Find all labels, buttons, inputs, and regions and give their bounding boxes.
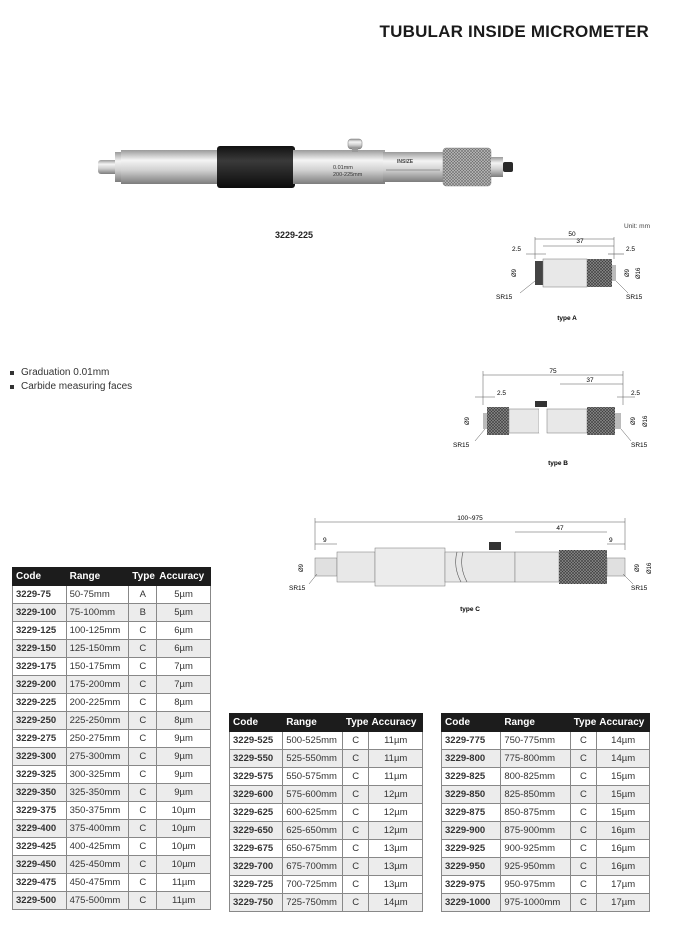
table-row [13, 892, 211, 910]
cell-accuracy: 5µm [157, 604, 211, 622]
type-c-radius-left: SR15 [289, 585, 306, 592]
cell-type: C [129, 622, 157, 640]
cell-type: C [570, 786, 597, 804]
type-c-label: type C [460, 606, 480, 613]
cell-code: 3229-175 [13, 658, 67, 676]
cell-range: 175-200mm [66, 676, 129, 694]
cell-code: 3229-625 [230, 804, 283, 822]
col-header-type: Type [570, 714, 597, 732]
cell-type: C [570, 750, 597, 768]
cell-accuracy: 13µm [369, 840, 423, 858]
cell-type: C [342, 822, 369, 840]
cell-range: 475-500mm [66, 892, 129, 910]
type-a-label: type A [557, 315, 577, 322]
cell-range: 950-975mm [501, 876, 570, 894]
col-header-accuracy: Accuracy [597, 714, 650, 732]
cell-accuracy: 14µm [597, 732, 650, 750]
cell-type: C [129, 802, 157, 820]
type-c-tip-dia-right: Ø9 [635, 563, 641, 572]
cell-range: 200-225mm [66, 694, 129, 712]
cell-code: 3229-825 [442, 768, 501, 786]
cell-code: 3229-125 [13, 622, 67, 640]
table-row [13, 766, 211, 784]
table-row [13, 604, 211, 622]
cell-accuracy: 17µm [597, 876, 650, 894]
cell-range: 725-750mm [283, 894, 343, 912]
cell-type: B [129, 604, 157, 622]
table-row [13, 838, 211, 856]
type-b-body-dia: Ø16 [643, 415, 649, 427]
table-row [13, 856, 211, 874]
table-row [13, 622, 211, 640]
type-c-overall-dim: 100~975 [457, 515, 483, 522]
type-b-right-end: 2.5 [631, 390, 641, 397]
table-row [13, 694, 211, 712]
cell-code: 3229-900 [442, 822, 501, 840]
cell-range: 700-725mm [283, 876, 343, 894]
table-row [230, 804, 423, 822]
cell-accuracy: 11µm [369, 750, 423, 768]
cell-range: 800-825mm [501, 768, 570, 786]
cell-type: C [570, 894, 597, 912]
cell-code: 3229-225 [13, 694, 67, 712]
cell-code: 3229-75 [13, 586, 67, 604]
cell-code: 3229-375 [13, 802, 67, 820]
table-row [13, 820, 211, 838]
cell-accuracy: 11µm [157, 892, 211, 910]
product-model-label: 3229-225 [275, 230, 314, 240]
type-b-label: type B [548, 460, 568, 467]
type-c-body-dia: Ø16 [647, 562, 653, 574]
table-row [230, 876, 423, 894]
micrometer-product-image [90, 130, 530, 200]
table-row [13, 748, 211, 766]
engraving-range: 200-225mm [333, 172, 363, 178]
type-a-body-dia: Ø16 [636, 267, 642, 279]
page-title: TUBULAR INSIDE MICROMETER [379, 22, 649, 41]
cell-type: C [342, 804, 369, 822]
cell-type: C [342, 786, 369, 804]
cell-accuracy: 9µm [157, 784, 211, 802]
col-header-range: Range [283, 714, 343, 732]
cell-type: C [129, 766, 157, 784]
cell-code: 3229-975 [442, 876, 501, 894]
spec-table-1 [12, 567, 211, 910]
table-row [13, 586, 211, 604]
cell-accuracy: 11µm [369, 768, 423, 786]
cell-range: 375-400mm [66, 820, 129, 838]
cell-code: 3229-325 [13, 766, 67, 784]
cell-code: 3229-550 [230, 750, 283, 768]
cell-range: 250-275mm [66, 730, 129, 748]
table-row [442, 786, 650, 804]
table-row [442, 858, 650, 876]
table-row [442, 894, 650, 912]
cell-accuracy: 12µm [369, 786, 423, 804]
cell-code: 3229-600 [230, 786, 283, 804]
type-a-radius-right: SR15 [626, 294, 643, 301]
cell-range: 350-375mm [66, 802, 129, 820]
cell-accuracy: 8µm [157, 712, 211, 730]
table-row [13, 712, 211, 730]
cell-accuracy: 15µm [597, 786, 650, 804]
cell-code: 3229-100 [13, 604, 67, 622]
cell-type: C [129, 730, 157, 748]
type-b-radius-left: SR15 [453, 442, 470, 449]
cell-accuracy: 16µm [597, 822, 650, 840]
cell-range: 100-125mm [66, 622, 129, 640]
cell-type: C [570, 858, 597, 876]
col-header-accuracy: Accuracy [369, 714, 423, 732]
cell-type: C [570, 840, 597, 858]
cell-accuracy: 13µm [369, 876, 423, 894]
spec-table-3 [441, 713, 650, 912]
cell-type: C [129, 892, 157, 910]
cell-code: 3229-700 [230, 858, 283, 876]
cell-code: 3229-725 [230, 876, 283, 894]
type-c-left-end: 9 [323, 537, 327, 544]
cell-type: C [570, 768, 597, 786]
cell-accuracy: 9µm [157, 730, 211, 748]
type-b-overall-dim: 75 [549, 368, 557, 375]
cell-range: 975-1000mm [501, 894, 570, 912]
cell-accuracy: 14µm [369, 894, 423, 912]
cell-code: 3229-250 [13, 712, 67, 730]
cell-code: 3229-450 [13, 856, 67, 874]
type-b-radius-right: SR15 [631, 442, 648, 449]
cell-accuracy: 10µm [157, 856, 211, 874]
svg-text:INSIZE: INSIZE [397, 159, 414, 165]
cell-accuracy: 7µm [157, 676, 211, 694]
type-c-radius-right: SR15 [631, 585, 648, 592]
cell-code: 3229-675 [230, 840, 283, 858]
cell-accuracy: 6µm [157, 622, 211, 640]
cell-range: 575-600mm [283, 786, 343, 804]
col-header-code: Code [13, 568, 67, 586]
type-b-tip-dia: Ø9 [465, 416, 471, 425]
cell-type: C [129, 856, 157, 874]
feature-list [10, 366, 132, 394]
cell-type: C [342, 732, 369, 750]
feature-item: Carbide measuring faces [10, 380, 132, 394]
col-header-code: Code [230, 714, 283, 732]
cell-accuracy: 9µm [157, 766, 211, 784]
table-row [442, 750, 650, 768]
cell-code: 3229-350 [13, 784, 67, 802]
col-header-code: Code [442, 714, 501, 732]
cell-code: 3229-650 [230, 822, 283, 840]
cell-type: C [129, 748, 157, 766]
table-row [13, 784, 211, 802]
cell-range: 775-800mm [501, 750, 570, 768]
cell-range: 150-175mm [66, 658, 129, 676]
col-header-accuracy: Accuracy [157, 568, 211, 586]
cell-range: 550-575mm [283, 768, 343, 786]
cell-code: 3229-925 [442, 840, 501, 858]
type-b-tip-dia-right: Ø9 [631, 416, 637, 425]
type-c-right-end: 9 [609, 537, 613, 544]
cell-accuracy: 12µm [369, 804, 423, 822]
type-c-tip-dia: Ø9 [299, 563, 305, 572]
cell-type: C [342, 876, 369, 894]
table-row [442, 768, 650, 786]
cell-type: C [342, 768, 369, 786]
type-a-diagram [490, 215, 670, 325]
type-a-right-end: 2.5 [626, 246, 636, 253]
cell-range: 675-700mm [283, 858, 343, 876]
cell-code: 3229-750 [230, 894, 283, 912]
cell-accuracy: 16µm [597, 840, 650, 858]
table-row [230, 786, 423, 804]
cell-type: A [129, 586, 157, 604]
type-b-left-end: 2.5 [497, 390, 507, 397]
table-row [230, 768, 423, 786]
cell-code: 3229-475 [13, 874, 67, 892]
cell-code: 3229-850 [442, 786, 501, 804]
type-a-radius-left: SR15 [496, 294, 513, 301]
cell-accuracy: 11µm [157, 874, 211, 892]
cell-type: C [342, 858, 369, 876]
type-a-left-end: 2.5 [512, 246, 522, 253]
table-row [230, 858, 423, 876]
cell-code: 3229-500 [13, 892, 67, 910]
cell-range: 425-450mm [66, 856, 129, 874]
table-row [230, 894, 423, 912]
cell-range: 875-900mm [501, 822, 570, 840]
table-row [442, 732, 650, 750]
table-row [442, 876, 650, 894]
table-row [230, 732, 423, 750]
cell-range: 900-925mm [501, 840, 570, 858]
spec-table-2 [229, 713, 423, 912]
cell-code: 3229-150 [13, 640, 67, 658]
unit-label: Unit: mm [624, 223, 650, 230]
cell-type: C [129, 658, 157, 676]
cell-code: 3229-800 [442, 750, 501, 768]
cell-accuracy: 6µm [157, 640, 211, 658]
cell-accuracy: 15µm [597, 768, 650, 786]
cell-range: 450-475mm [66, 874, 129, 892]
cell-type: C [570, 822, 597, 840]
cell-type: C [570, 732, 597, 750]
cell-accuracy: 12µm [369, 822, 423, 840]
cell-accuracy: 14µm [597, 750, 650, 768]
cell-type: C [129, 784, 157, 802]
cell-range: 125-150mm [66, 640, 129, 658]
cell-range: 925-950mm [501, 858, 570, 876]
cell-code: 3229-575 [230, 768, 283, 786]
table-row [13, 802, 211, 820]
cell-type: C [129, 874, 157, 892]
table-row [230, 822, 423, 840]
cell-range: 650-675mm [283, 840, 343, 858]
table-row [442, 804, 650, 822]
type-b-body-dim: 37 [586, 377, 594, 384]
col-header-range: Range [501, 714, 570, 732]
cell-range: 500-525mm [283, 732, 343, 750]
cell-accuracy: 13µm [369, 858, 423, 876]
cell-type: C [342, 840, 369, 858]
cell-accuracy: 16µm [597, 858, 650, 876]
feature-item: Graduation 0.01mm [10, 366, 132, 380]
cell-type: C [129, 694, 157, 712]
type-a-overall-dim: 50 [568, 231, 576, 238]
table-row [13, 730, 211, 748]
cell-range: 600-625mm [283, 804, 343, 822]
cell-type: C [129, 838, 157, 856]
table-row [13, 658, 211, 676]
cell-accuracy: 15µm [597, 804, 650, 822]
cell-type: C [129, 820, 157, 838]
col-header-range: Range [66, 568, 129, 586]
table-row [230, 840, 423, 858]
cell-range: 525-550mm [283, 750, 343, 768]
cell-code: 3229-275 [13, 730, 67, 748]
cell-accuracy: 5µm [157, 586, 211, 604]
cell-type: C [570, 876, 597, 894]
cell-range: 75-100mm [66, 604, 129, 622]
cell-code: 3229-775 [442, 732, 501, 750]
table-row [442, 822, 650, 840]
cell-range: 850-875mm [501, 804, 570, 822]
cell-type: C [342, 894, 369, 912]
cell-type: C [342, 750, 369, 768]
cell-code: 3229-300 [13, 748, 67, 766]
cell-accuracy: 10µm [157, 820, 211, 838]
cell-range: 50-75mm [66, 586, 129, 604]
cell-range: 275-300mm [66, 748, 129, 766]
cell-range: 400-425mm [66, 838, 129, 856]
type-a-body-dim: 37 [576, 238, 584, 245]
type-b-diagram [445, 365, 670, 475]
table-row [230, 750, 423, 768]
cell-range: 825-850mm [501, 786, 570, 804]
table-row [13, 874, 211, 892]
cell-range: 325-350mm [66, 784, 129, 802]
col-header-type: Type [129, 568, 157, 586]
cell-type: C [570, 804, 597, 822]
cell-accuracy: 11µm [369, 732, 423, 750]
cell-code: 3229-1000 [442, 894, 501, 912]
cell-accuracy: 10µm [157, 838, 211, 856]
cell-range: 625-650mm [283, 822, 343, 840]
table-row [442, 840, 650, 858]
cell-accuracy: 7µm [157, 658, 211, 676]
type-c-diagram [285, 510, 670, 620]
cell-range: 225-250mm [66, 712, 129, 730]
table-row [13, 640, 211, 658]
cell-type: C [129, 640, 157, 658]
cell-code: 3229-950 [442, 858, 501, 876]
cell-range: 300-325mm [66, 766, 129, 784]
cell-accuracy: 10µm [157, 802, 211, 820]
cell-accuracy: 17µm [597, 894, 650, 912]
cell-accuracy: 8µm [157, 694, 211, 712]
cell-code: 3229-200 [13, 676, 67, 694]
cell-type: C [129, 712, 157, 730]
type-a-tip-dia-right: Ø9 [625, 268, 631, 277]
cell-code: 3229-400 [13, 820, 67, 838]
type-a-tip-dia: Ø9 [512, 268, 518, 277]
cell-accuracy: 9µm [157, 748, 211, 766]
type-c-body-dim: 47 [556, 525, 564, 532]
cell-range: 750-775mm [501, 732, 570, 750]
col-header-type: Type [342, 714, 369, 732]
cell-code: 3229-875 [442, 804, 501, 822]
cell-code: 3229-525 [230, 732, 283, 750]
cell-type: C [129, 676, 157, 694]
cell-code: 3229-425 [13, 838, 67, 856]
engraving-graduation: 0.01mm [333, 165, 353, 171]
table-row [13, 676, 211, 694]
